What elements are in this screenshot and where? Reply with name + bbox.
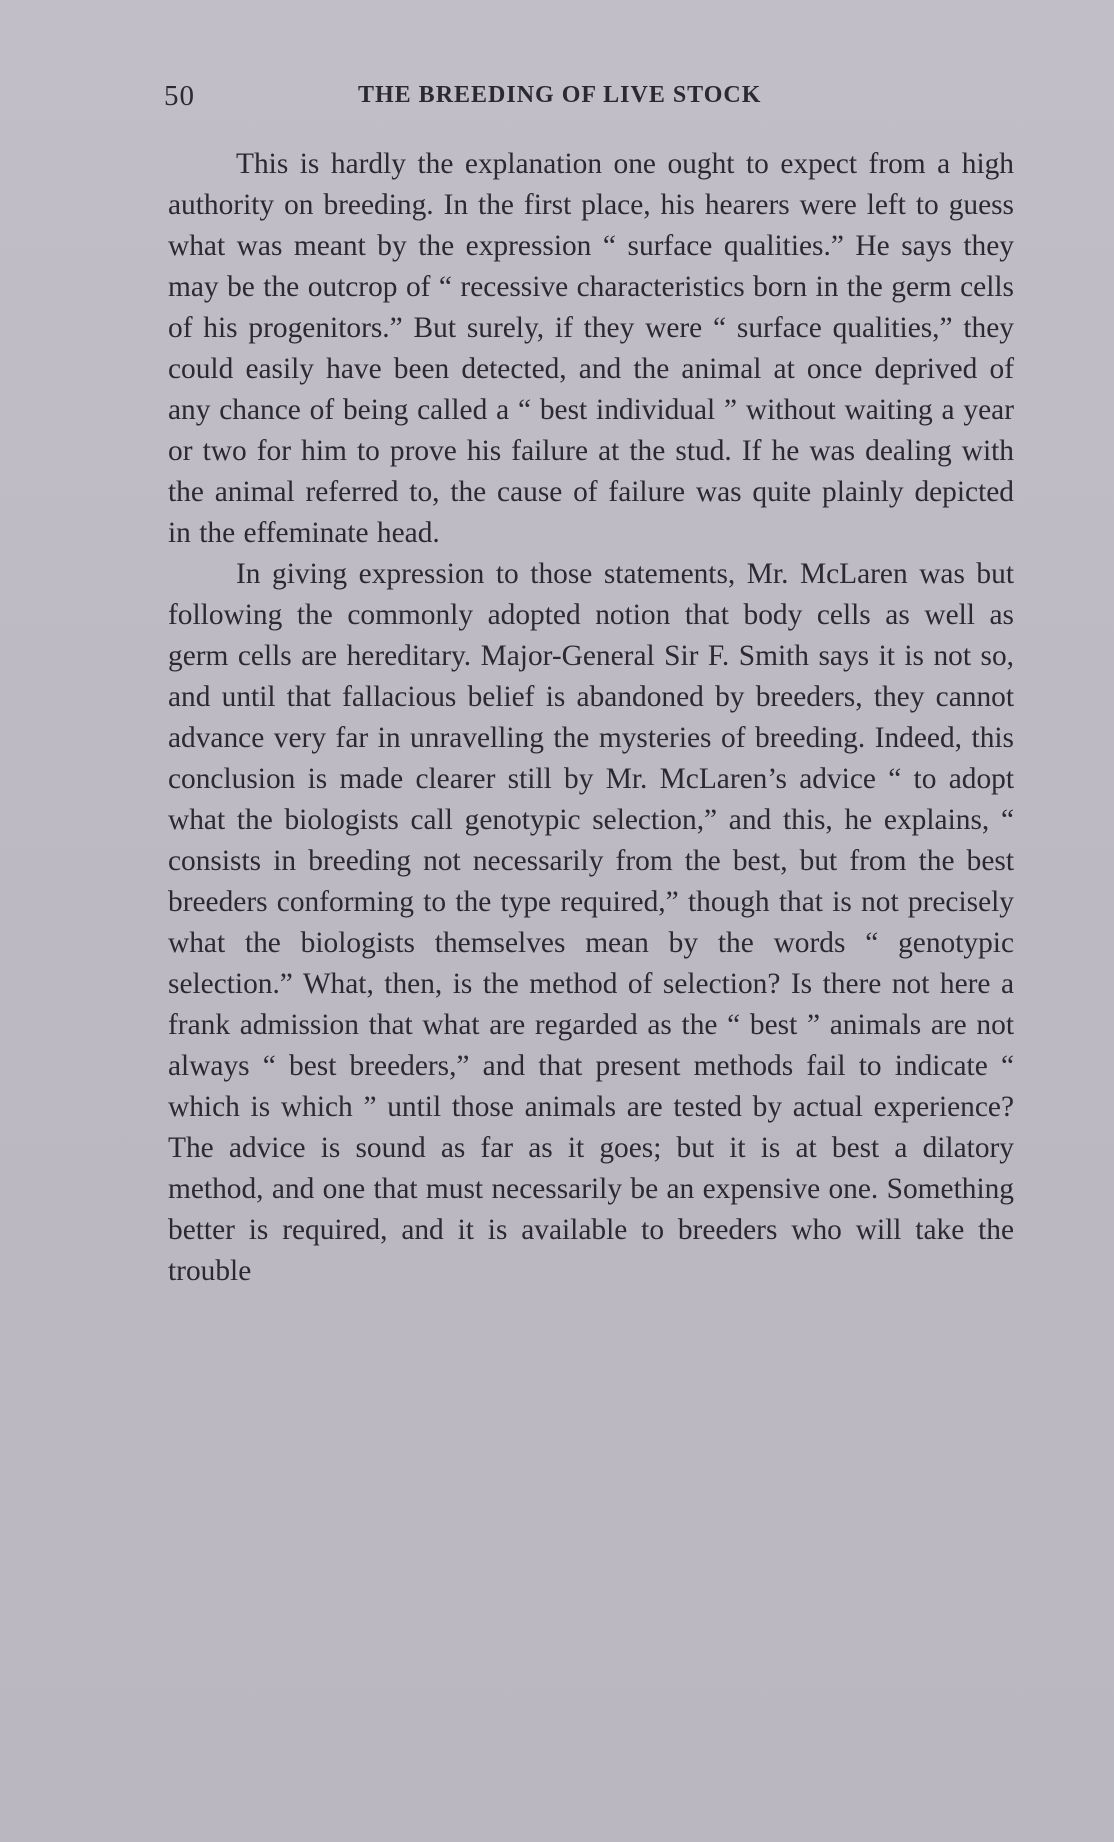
- page-header: [164, 80, 1016, 120]
- paragraph-1: This is hardly the explanation one ought to expect from a high authority on breeding. In the first place, his hearers were left to guess what was meant by the expression “ surface qualities.” He says they may be the outcrop of “ recessive characteristics born in the germ cells of his progenitors.” But surely, if they were “ surface qualities,” they could easily have been detected, and the animal at once deprived of any chance of being called a “ best individual ” without waiting a year or two for him to prove his failure at the stud. If he was dealing with the animal referred to, the cause of failure was quite plainly depicted in the effeminate head.: [168, 148, 1014, 549]
- running-head: THE BREEDING OF LIVE STOCK: [358, 82, 762, 108]
- paragraph-2: In giving expression to those statements, Mr. McLaren was but following the commonly adopted notion that body cells as well as germ cells are hereditary. Major-General Sir F. Smith says it is not so, and until that fallacious belief is abandoned by breeders, they cannot advance very far in unravelling the mysteries of breeding. Indeed, this conclusion is made clearer still by Mr. McLaren’s advice “ to adopt what the biologists call genotypic selection,” and this, he explains, “ consists in breeding not necessarily from the best, but from the best breeders conforming to the type required,” though that is not precisely what the biologists themselves mean by the words “ genotypic selection.” What, then, is the method of selection? Is there not here a frank admission that what are regarded as the “ best ” animals are not always “ best breeders,” and that present methods fail to indicate “ which is which ” until those animals are tested by actual experience? The advice is sound as far as it goes; but it is at best a dilatory method, and one that must necessarily be an expensive one. Something better is required, and it is available to breeders who will take the trouble: [168, 558, 1014, 1287]
- body-text: [168, 144, 1014, 1292]
- page-number: 50: [164, 80, 195, 112]
